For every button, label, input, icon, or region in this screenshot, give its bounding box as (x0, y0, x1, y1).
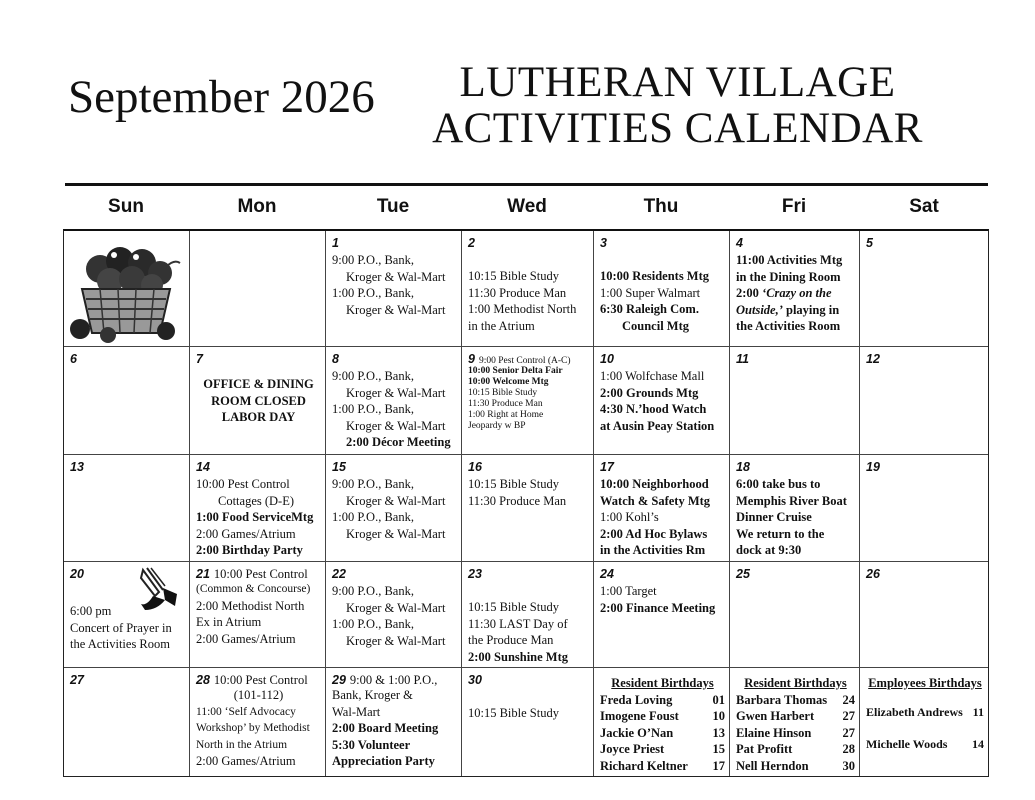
event-line: 1:00 P.O., Bank, (332, 617, 414, 631)
day-cell-25 (730, 562, 860, 668)
event-line: 2:00 Games/Atrium (196, 754, 296, 768)
day-cell-24 (594, 562, 730, 668)
birthday-entry (736, 692, 855, 709)
birthday-entry (600, 708, 725, 725)
event-line: Appreciation Party (332, 754, 435, 768)
birthday-name: Joyce Priest (600, 742, 665, 756)
day-number: 5 (866, 236, 873, 250)
day-number: 25 (736, 567, 750, 581)
event-line: 1:00 Wolfchase Mall (600, 369, 705, 383)
event-line: Kroger & Wal-Mart (346, 418, 446, 433)
birthday-day: 28 (842, 742, 855, 756)
birthday-name: Pat Profitt (736, 742, 793, 756)
event-line: 10:00 Neighborhood (600, 477, 709, 491)
event-line: 10:15 Bible Study (468, 600, 559, 614)
day-cell-23 (462, 562, 594, 668)
event-line: the Activities Room (70, 637, 170, 651)
birthday-name: Jackie O’Nan (600, 725, 674, 740)
event-line: 9:00 P.O., Bank, (332, 253, 414, 267)
day-number: 21 (196, 567, 210, 581)
weekday-thu: Thu (643, 196, 679, 217)
day-number: 16 (468, 460, 482, 474)
birthdays-heading: Resident Birthdays (611, 676, 714, 690)
event-line: 2:00 Sunshine Mtg (468, 649, 569, 664)
event-line: 2:00 Games/Atrium (196, 631, 296, 646)
day-number: 7 (196, 352, 203, 366)
birthday-entry (736, 708, 855, 725)
event-line: Wal-Mart (332, 704, 381, 719)
event-line: ROOM CLOSED (211, 393, 306, 408)
birthdays-heading: Resident Birthdays (744, 676, 847, 690)
day-cell-21 (190, 562, 326, 668)
weekday-tue: Tue (376, 196, 410, 217)
month-title: September 2026 (68, 71, 375, 123)
day-cell-19 (860, 455, 988, 562)
day-cell-blank-sun (64, 231, 190, 347)
weekday-sat: Sat (909, 196, 939, 217)
event-line: the Activities Room (736, 319, 841, 333)
event-line: 10:00 Pest Control (213, 567, 308, 581)
event-line: 11:30 Produce Man (468, 493, 567, 508)
event-line: Bank, Kroger & (332, 688, 413, 702)
event-line (736, 285, 855, 302)
event-line: (101-112) (233, 688, 284, 702)
day-cell-12 (860, 347, 988, 455)
day-number: 2 (468, 236, 475, 250)
birthday-name: Michelle Woods (866, 736, 948, 751)
birthday-day: 13 (712, 725, 725, 740)
event-line: 2:00 Methodist North (196, 598, 305, 613)
day-number: 27 (70, 673, 84, 687)
header-rule (65, 183, 988, 186)
birthday-name: Barbara Thomas (736, 692, 828, 707)
birthday-day: 01 (712, 692, 725, 707)
event-line: 11:00 ‘Self Advocacy (196, 705, 296, 718)
event-line: Dinner Cruise (736, 510, 812, 524)
event-line: We return to the (736, 526, 825, 541)
day-number: 9 (468, 352, 475, 366)
apple-basket-icon (70, 237, 182, 343)
day-number: 20 (70, 567, 84, 581)
birthday-day: 15 (712, 742, 725, 756)
day-cell-1 (326, 231, 462, 347)
event-line: 10:00 Senior Delta Fair (468, 366, 563, 376)
day-cell-18 (730, 455, 860, 562)
day-number: 22 (332, 567, 346, 581)
day-cell-2 (462, 231, 594, 347)
event-time: 2:00 (736, 286, 763, 300)
day-cell-16 (462, 455, 594, 562)
event-line: Kroger & Wal-Mart (346, 302, 446, 317)
event-line: 10:00 Residents Mtg (600, 269, 710, 283)
event-line: in the Activities Rm (600, 543, 706, 557)
birthday-day: 17 (712, 758, 725, 773)
day-cell-blank-mon (190, 231, 326, 347)
event-line: in the Dining Room (736, 269, 841, 284)
day-number: 13 (70, 460, 84, 474)
day-number: 15 (332, 460, 346, 474)
day-number: 1 (332, 236, 339, 250)
day-cell-29 (326, 668, 462, 776)
event-line: 9:00 P.O., Bank, (332, 369, 414, 383)
event-title: Outside,’ (736, 302, 783, 317)
birthday-day: 27 (842, 709, 855, 723)
event-line: Workshop’ by Methodist (196, 722, 310, 734)
event-line: 2:00 Finance Meeting (600, 600, 716, 615)
event-line: 6:00 take bus to (736, 477, 821, 491)
birthdays-heading: Employees Birthdays (868, 676, 982, 690)
day-cell-28 (190, 668, 326, 776)
event-line: Kroger & Wal-Mart (346, 526, 446, 541)
calendar-title-line-1: LUTHERAN VILLAGE (459, 59, 896, 106)
event-line: 1:00 P.O., Bank, (332, 286, 414, 300)
event-line: 9:00 P.O., Bank, (332, 477, 414, 491)
day-cell-20 (64, 562, 190, 668)
birthday-name: Elizabeth Andrews (866, 704, 963, 719)
day-number: 17 (600, 460, 614, 474)
event-line: 9:00 & 1:00 P.O., (349, 673, 438, 687)
event-line: OFFICE & DINING (203, 377, 314, 391)
event-line: 6:00 pm (70, 604, 112, 618)
praying-hands-icon (137, 566, 181, 610)
event-line: dock at 9:30 (736, 543, 802, 557)
weekday-wed: Wed (507, 196, 547, 217)
day-cell-22 (326, 562, 462, 668)
day-cell-27 (64, 668, 190, 776)
day-number: 10 (600, 352, 614, 366)
day-cell-11 (730, 347, 860, 455)
day-cell-5 (860, 231, 988, 347)
weekday-sun: Sun (108, 196, 144, 217)
event-title: ‘Crazy on the (762, 286, 832, 300)
day-number: 11 (736, 352, 749, 366)
event-line: 10:00 Welcome Mtg (468, 377, 549, 387)
event-line: 11:30 LAST Day of (468, 616, 568, 631)
event-line: 4:30 N.’hood Watch (600, 402, 707, 416)
event-line: 1:00 Kohl’s (600, 510, 659, 524)
event-line: Memphis River Boat (736, 493, 847, 508)
event-line: Watch & Safety Mtg (600, 493, 711, 508)
weekday-fri: Fri (781, 196, 807, 217)
day-cell-15 (326, 455, 462, 562)
day-number: 4 (736, 236, 743, 250)
event-line: North in the Atrium (196, 738, 288, 751)
birthday-day: 24 (842, 692, 855, 707)
day-cell-7 (190, 347, 326, 455)
event-line: Jeopardy w BP (468, 421, 526, 431)
event-line: 10:15 Bible Study (468, 477, 559, 491)
birthday-entry (600, 758, 725, 775)
event-line: Ex in Atrium (196, 615, 262, 629)
day-cell-26 (860, 562, 988, 668)
event-line: 2:00 Board Meeting (332, 721, 439, 735)
birthday-name: Freda Loving (600, 692, 673, 707)
event-line: in the Atrium (468, 318, 535, 333)
birthday-entry (600, 741, 725, 758)
event-line: 1:00 Super Walmart (600, 285, 701, 300)
event-line: LABOR DAY (221, 410, 296, 424)
day-cell-14 (190, 455, 326, 562)
day-number: 19 (866, 460, 880, 474)
birthday-entry (736, 725, 855, 742)
day-number: 29 (332, 673, 346, 687)
birthday-name: Nell Herndon (736, 758, 809, 773)
day-number: 18 (736, 460, 750, 474)
event-line: 10:15 Bible Study (468, 706, 559, 720)
event-text: playing in (782, 302, 840, 317)
event-line: 2:00 Games/Atrium (196, 526, 296, 541)
event-line: Kroger & Wal-Mart (346, 269, 446, 284)
event-line: 2:00 Birthday Party (196, 543, 303, 557)
day-cell-4 (730, 231, 860, 347)
day-cell-13 (64, 455, 190, 562)
event-line: Kroger & Wal-Mart (346, 633, 446, 648)
event-line: 2:00 Grounds Mtg (600, 385, 699, 400)
event-line (736, 302, 855, 319)
event-line: at Ausin Peay Station (600, 418, 715, 433)
event-line: (Common & Concourse) (196, 583, 311, 595)
event-line: Council Mtg (622, 318, 690, 333)
birthday-day: 14 (972, 736, 984, 751)
calendar-title (405, 60, 950, 152)
birthday-day: 27 (842, 725, 855, 740)
day-number: 8 (332, 352, 339, 366)
event-line: 9:00 Pest Control (A-C) (478, 356, 571, 366)
birthday-name: Elaine Hinson (736, 725, 812, 740)
birthday-entry (600, 725, 725, 742)
day-cell-30 (462, 668, 594, 776)
event-line: 1:00 Methodist North (468, 302, 577, 316)
day-number: 30 (468, 673, 482, 687)
event-line: Kroger & Wal-Mart (346, 600, 446, 615)
birthday-entry (736, 741, 855, 758)
event-line: 10:15 Bible Study (468, 388, 538, 398)
event-line: 5:30 Volunteer (332, 737, 411, 752)
day-cell-3 (594, 231, 730, 347)
event-line: Kroger & Wal-Mart (346, 493, 446, 508)
day-cell-9 (462, 347, 594, 455)
day-number: 23 (468, 567, 482, 581)
event-line: 9:00 P.O., Bank, (332, 584, 414, 598)
day-cell-8 (326, 347, 462, 455)
birthday-day: 30 (842, 758, 855, 773)
event-line: Cottages (D-E) (218, 493, 295, 508)
day-number: 26 (866, 567, 880, 581)
event-line: 2:00 Décor Meeting (346, 435, 451, 449)
employee-birthdays-cell (860, 668, 988, 776)
birthday-entry (866, 704, 984, 720)
event-line: 11:30 Produce Man (468, 285, 567, 300)
event-line: 1:00 Right at Home (468, 410, 544, 420)
calendar-title-line-2: ACTIVITIES CALENDAR (432, 105, 923, 152)
day-number: 28 (196, 673, 210, 687)
event-line: Concert of Prayer in (70, 620, 172, 635)
event-line: 11:00 Activities Mtg (736, 253, 843, 267)
resident-birthdays-cell-1 (594, 668, 730, 776)
event-line: 2:00 Ad Hoc Bylaws (600, 526, 708, 541)
day-cell-10 (594, 347, 730, 455)
day-number: 24 (600, 567, 614, 581)
resident-birthdays-cell-2 (730, 668, 860, 776)
event-line: 1:00 P.O., Bank, (332, 402, 414, 416)
weekday-mon: Mon (237, 196, 277, 217)
day-number: 12 (866, 352, 880, 366)
event-line: 1:00 Food ServiceMtg (196, 510, 314, 524)
birthday-day: 10 (712, 709, 725, 723)
birthday-entry (600, 692, 725, 709)
calendar-grid (63, 229, 989, 777)
event-line: 11:30 Produce Man (468, 399, 543, 409)
birthday-name: Imogene Foust (600, 709, 679, 723)
event-line: Kroger & Wal-Mart (346, 385, 446, 400)
day-number: 14 (196, 460, 210, 474)
event-line: 1:00 Target (600, 584, 657, 598)
day-cell-6 (64, 347, 190, 455)
birthday-name: Gwen Harbert (736, 709, 815, 723)
event-line: 10:00 Pest Control (196, 477, 290, 491)
birthday-entry (866, 736, 984, 752)
event-line: 10:00 Pest Control (213, 673, 308, 687)
event-line: the Produce Man (468, 633, 554, 647)
day-number: 3 (600, 236, 607, 250)
event-line: 6:30 Raleigh Com. (600, 302, 699, 316)
day-cell-17 (594, 455, 730, 562)
weekday-header (63, 195, 989, 219)
birthday-entry (736, 758, 855, 775)
birthday-name: Richard Keltner (600, 758, 688, 773)
event-line: 10:15 Bible Study (468, 269, 559, 283)
day-number: 6 (70, 352, 77, 366)
birthday-day: 11 (972, 704, 984, 719)
event-line: 1:00 P.O., Bank, (332, 510, 414, 524)
